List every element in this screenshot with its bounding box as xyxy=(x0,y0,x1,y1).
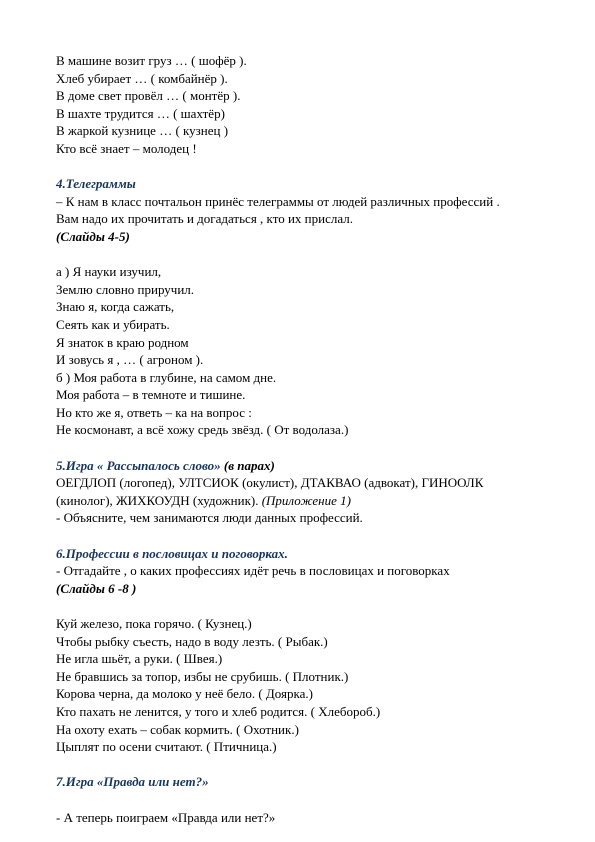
spacer xyxy=(56,756,561,774)
poem-line: Знаю я, когда сажать, xyxy=(56,299,175,315)
poem-line: Не космонавт, а всё хожу средь звёзд. ( От водолаза.) xyxy=(56,422,349,438)
spacer xyxy=(56,158,561,176)
proverb-line: Чтобы рыбку съесть, надо в воду лезть. ( Рыбак.) xyxy=(56,633,328,649)
section-5-note: (в парах) xyxy=(220,457,275,473)
riddle-line: В доме свет провёл … ( монтёр ). xyxy=(56,88,241,104)
spacer xyxy=(56,527,561,545)
section-4-intro-line: Вам надо их прочитать и догадаться , кто их прислал. xyxy=(56,211,353,227)
riddle-line: В машине возит груз … ( шофёр ). xyxy=(56,53,247,68)
spacer xyxy=(56,246,561,264)
proverb-line: Кто пахать не ленится, у того и хлеб родится. ( Хлебороб.) xyxy=(56,703,381,719)
section-4-slides-ref: (Слайды 4-5) xyxy=(56,228,130,244)
poem-line: И зовусь я , … ( агроном ). xyxy=(56,352,204,368)
riddle-line: Хлеб убирает … ( комбайнёр ). xyxy=(56,70,228,86)
section-7-heading: 7.Игра «Правда или нет?» xyxy=(56,774,209,790)
poem-line: Но кто же я, ответь – ка на вопрос : xyxy=(56,404,252,420)
proverb-line: На охоту ехать – собак кормить. ( Охотник.) xyxy=(56,721,299,737)
section-6-slides-ref: (Слайды 6 -8 ) xyxy=(56,580,137,596)
section-4-heading: 4.Телеграммы xyxy=(56,176,136,192)
section-7-intro: - А теперь поиграем «Правда или нет?» xyxy=(56,809,276,825)
poem-line: Землю словно приручил. xyxy=(56,281,195,297)
spacer xyxy=(56,439,561,457)
telegram-poems xyxy=(56,263,561,439)
section-5-words-line xyxy=(56,492,561,510)
riddles-block xyxy=(56,52,561,158)
proverbs-list xyxy=(56,615,561,756)
section-5-words-text: (кинолог), ЖИХКОУДН (художник). xyxy=(56,492,262,508)
section-4-intro-line: – К нам в класс почтальон принёс телеграммы от людей различных профессий . xyxy=(56,193,500,209)
proverb-line: Не игла шьёт, а руки. ( Швея.) xyxy=(56,651,223,667)
proverb-line: Цыплят по осени считают. ( Птичница.) xyxy=(56,739,277,755)
section-5-task: - Объясните, чем занимаются люди данных профессий. xyxy=(56,510,363,526)
document-page xyxy=(56,52,561,826)
poem-line: б ) Моя работа в глубине, на самом дне. xyxy=(56,369,277,385)
poem-line: Сеять как и убирать. xyxy=(56,316,170,332)
proverb-line: Корова черна, да молоко у неё бело. ( Доярка.) xyxy=(56,686,313,702)
section-6-intro: - Отгадайте , о каких профессиях идёт речь в пословицах и поговорках xyxy=(56,563,450,579)
riddle-line: В шахте трудится … ( шахтёр) xyxy=(56,105,225,121)
poem-line: Я знаток в краю родном xyxy=(56,334,189,350)
riddle-line: В жаркой кузнице … ( кузнец ) xyxy=(56,123,229,139)
section-5-heading xyxy=(56,457,561,475)
section-6-heading: 6.Профессии в пословицах и поговорках. xyxy=(56,545,288,561)
spacer xyxy=(56,597,561,615)
poem-line: Моя работа – в темноте и тишине. xyxy=(56,387,246,403)
proverb-line: Не бравшись за топор, избы не срубишь. ( Плотник.) xyxy=(56,668,349,684)
riddle-line: Кто всё знает – молодец ! xyxy=(56,140,197,156)
poem-line: а ) Я науки изучил, xyxy=(56,264,162,280)
section-5-title: 5.Игра « Рассыпалось слово» xyxy=(56,457,221,473)
section-5-words-line: ОЕГДЛОП (логопед), УЛТСИОК (окулист), ДТАКВАО (адвокат), ГИНООЛК xyxy=(56,475,484,491)
spacer xyxy=(56,791,561,809)
proverb-line: Куй железо, пока горячо. ( Кузнец.) xyxy=(56,616,252,631)
appendix-ref: (Приложение 1) xyxy=(261,492,351,508)
